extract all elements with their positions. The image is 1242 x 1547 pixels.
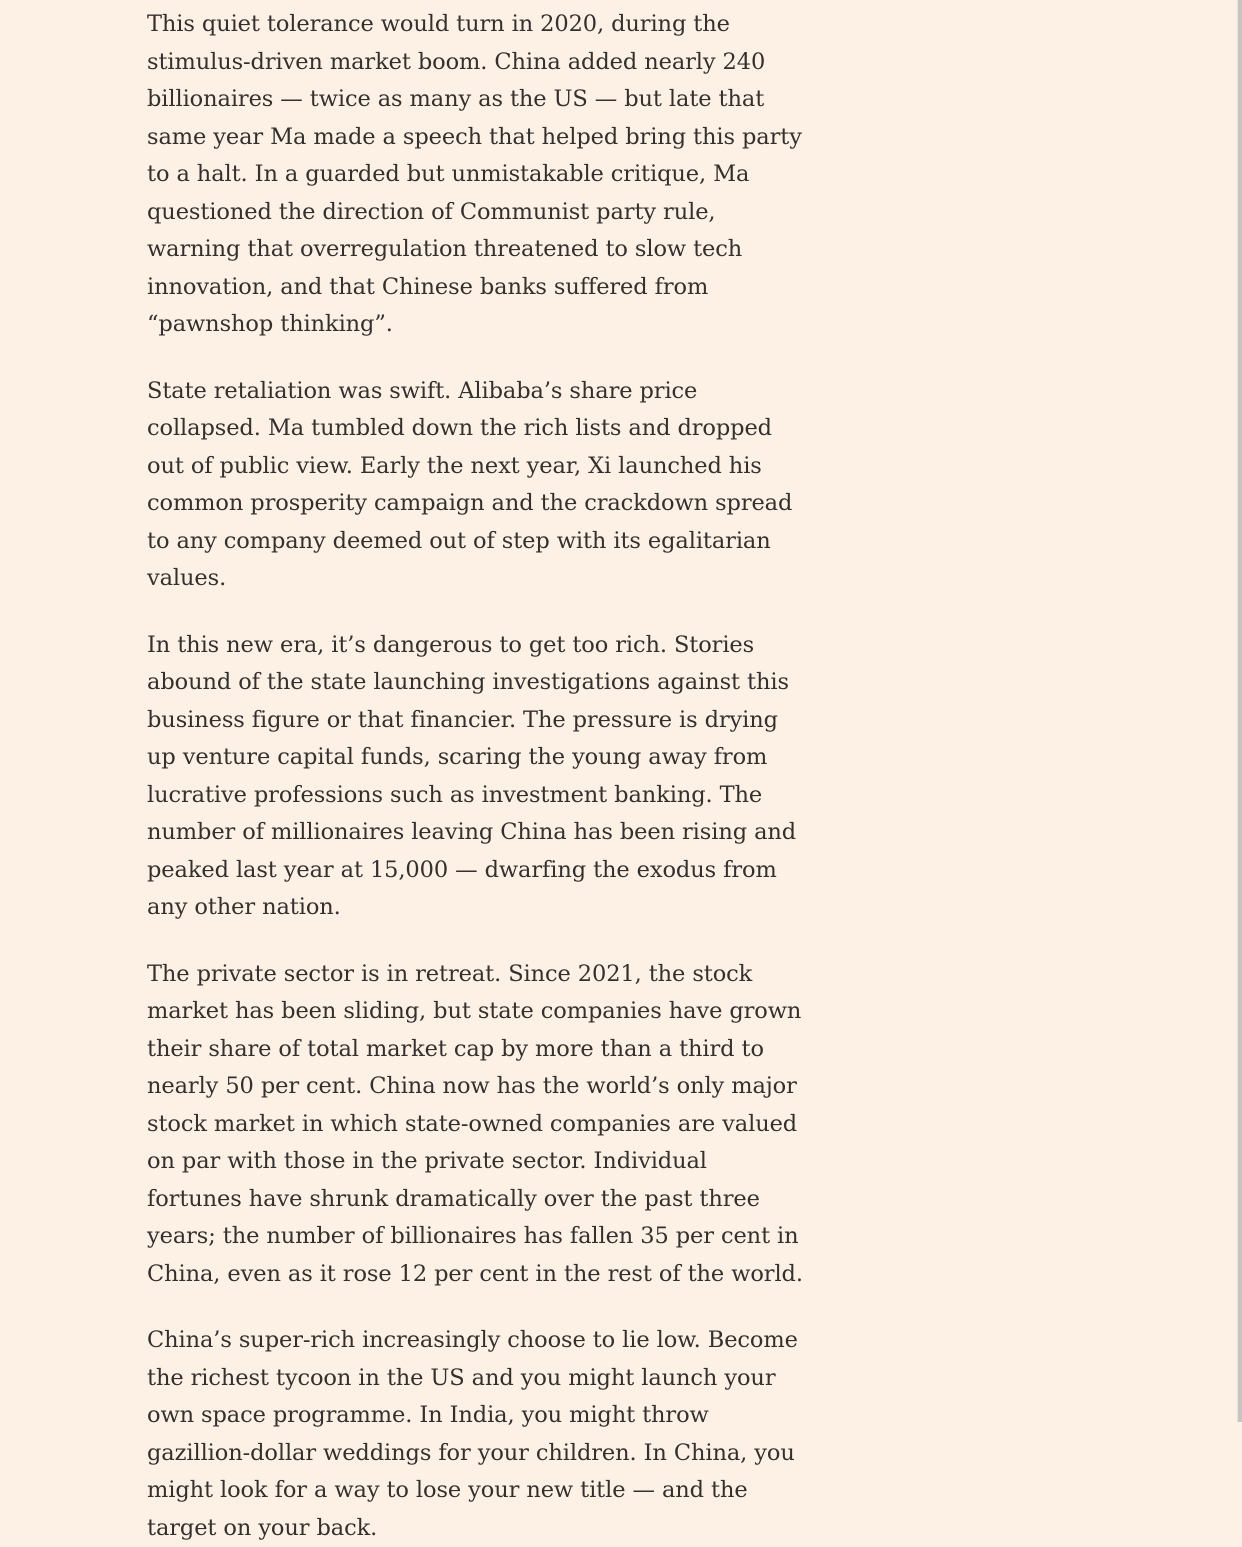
article-paragraph-4: The private sector is in retreat. Since 2021, the stock market has been sliding, but state companies have grown their share of total market cap by more than a third to nearly 50 per cent. China now has the world’s only major stock market in which state-owned companies are valued on par with those in the private sector. Individual fortunes have shrunk dramatically over the past three years; the number of billionaires has fallen 35 per cent in China, even as it rose 12 per cent in the rest of the world. (147, 960, 803, 1287)
article-paragraph-1: This quiet tolerance would turn in 2020, during the stimulus-driven market boom. China added nearly 240 billionaires — twice as many as the US — but late that same year Ma made a speech that helped bring this party to a halt. In a guarded but unmistakable critique, Ma questioned the direction of Communist party rule, warning that overregulation threatened to slow tech innovation, and that Chinese banks suffered from “pawnshop thinking”. (147, 11, 802, 337)
scrollbar-track[interactable] (1237, 0, 1242, 1422)
article-paragraph-2: State retaliation was swift. Alibaba’s share price collapsed. Ma tumbled down the rich lists and dropped out of public view. Early the next year, Xi launched his common prosperity campaign and the crackdown spread to any company deemed out of step with its egalitarian values. (147, 377, 793, 591)
article-body (147, 6, 807, 1547)
article-paragraph-5: China’s super-rich increasingly choose to lie low. Become the richest tycoon in the US and you might launch your own space programme. In India, you might throw gazillion-dollar weddings for your children. In China, you might look for a way to lose your new title — and the target on your back. (147, 1327, 798, 1541)
article-paragraph-3: In this new era, it’s dangerous to get too rich. Stories abound of the state launching investigations against this business figure or that financier. The pressure is drying up venture capital funds, scaring the young away from lucrative professions such as investment banking. The number of millionaires leaving China has been rising and peaked last year at 15,000 — dwarfing the exodus from any other nation. (147, 631, 797, 920)
